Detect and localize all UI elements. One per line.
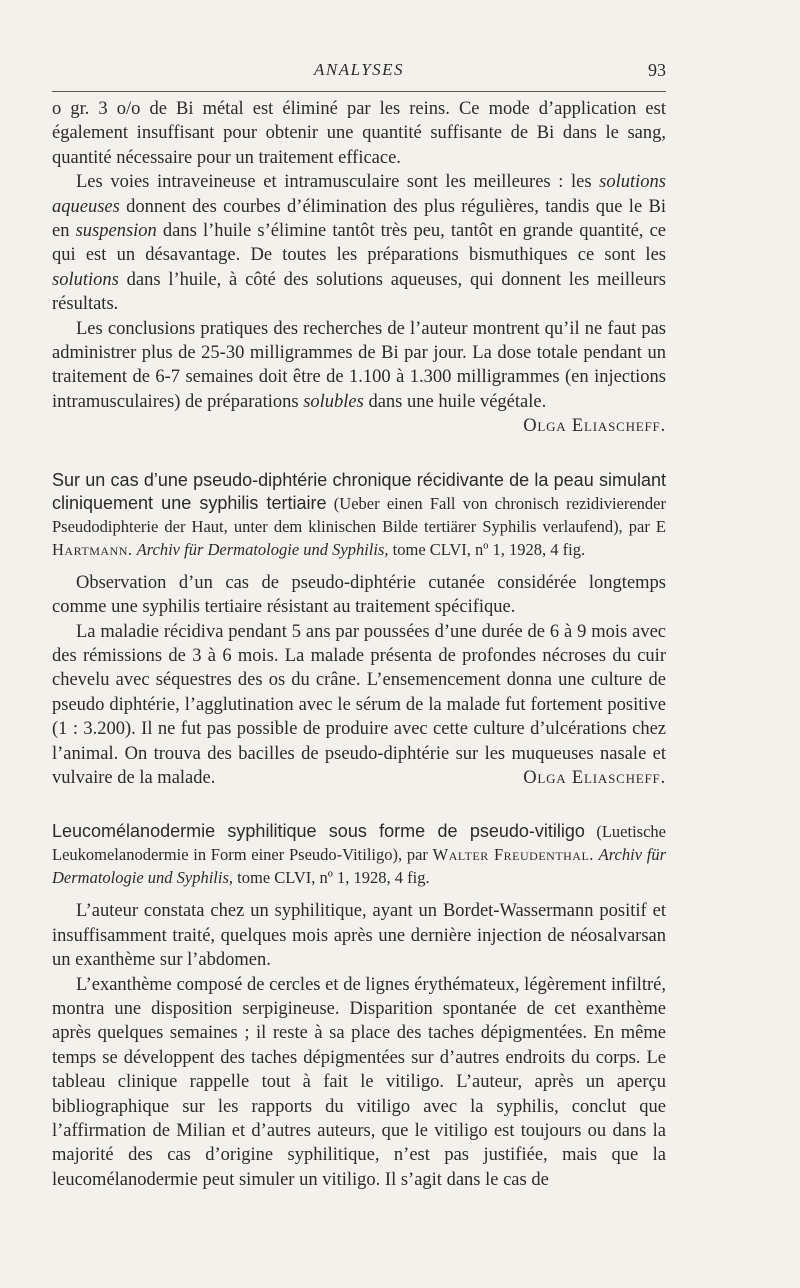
author-signature: Olga Eliascheff.: [523, 416, 666, 437]
section-gap: [52, 889, 666, 899]
section-gap: [52, 439, 666, 453]
paragraph: Les conclusions pratiques des recherches de l’auteur montrent qu’il ne faut pas administrer plus de 25-30 milligrammes de Bi par jour. La dose totale pendant un traitement de 6-7 semaines doit être de 1.100 à 1.300 milligrammes (en injections intramusculaires) de préparations solubles dans une huile végétale. Olga Eliascheff.: [52, 317, 666, 439]
article-heading: [52, 469, 666, 561]
paragraph: Observation d’un cas de pseudo-diphtérie cutanée considérée longtemps comme une syphilis tertiaire résistant au traitement spécifique.: [52, 572, 666, 618]
running-title: ANALYSES: [313, 60, 405, 79]
page-number: 93: [648, 60, 666, 80]
author-signature: Olga Eliascheff.: [523, 767, 666, 788]
article-title: Sur un cas d’une pseudo-diphtérie chronique récidivante de la peau simulant cliniquement une syphilis tertiaire: [52, 469, 666, 513]
header-rule: [52, 91, 666, 92]
paragraph: La maladie récidiva pendant 5 ans par poussées d’une durée de 6 à 9 mois avec des rémissions de 3 à 6 mois. La malade présenta de profondes nécroses du cuir chevelu avec séquestres des os du crâne. L’ensemencement donna une culture de pseudo diphtérie, l’agglutination avec le sérum de la malade fut fortement positive (1 : 3.200). Il ne fut pas possible de produire avec cette culture d’ulcérations chez l’animal. On trouva des bacilles de pseudo-diphtérie sur les muqueuses nasale et vulvaire de la malade. Olga Eliascheff.: [52, 620, 666, 791]
article-reference: (Luetische Leukomelanodermie in Form einer Pseudo-Vitiligo), par Walter Freudenthal. Archiv für Dermatologie und Syphilis, tome CLVI, nº 1, 1928, 4 fig.: [52, 822, 667, 888]
paragraph: o gr. 3 o/o de Bi métal est éliminé par les reins. Ce mode d’application est également insuffisant pour obtenir une quantité suffisante de Bi dans le sang, quantité nécessaire pour un traitement efficace.: [52, 99, 666, 168]
section-gap: [52, 790, 666, 804]
paragraph: L’exanthème composé de cercles et de lignes érythémateux, légèrement infiltré, montra une disposition serpigineuse. Disparition spontanée de cet exanthème après quelques semaines ; il reste à sa place des taches dépigmentées. En même temps se développent des taches dépigmentées sur d’autres endroits du corps. Le tableau clinique rappelle tout à fait le vitiligo. L’auteur, après un aperçu bibliographique sur les rapports du vitiligo avec la syphilis, conclut que l’affirmation de Milian et d’autres auteurs, que le vitiligo est toujours ou dans la majorité des cas d’origine syphilitique, n’est pas justifiée, mais que la leucomélanodermie peut simuler un vitiligo. Il s’agit dans le cas de: [52, 974, 666, 1190]
article-heading: [52, 820, 666, 889]
section-gap: [52, 561, 666, 571]
page-body: [52, 97, 666, 1192]
article-reference: (Ueber einen Fall von chronisch rezidivierender Pseudodiphterie der Haut, unter dem klinischen Bilde tertiärer Syphilis verlaufend), par E Hartmann. Archiv für Dermatologie und Syphilis, tome CLVI, nº 1, 1928, 4 fig.: [52, 493, 667, 559]
paragraph: L’auteur constata chez un syphilitique, ayant un Bordet-Wassermann positif et insuffisamment traité, quelques mois après une dernière injection de néosalvarsan un exanthème sur l’abdomen.: [52, 901, 666, 971]
paragraph: Les voies intraveineuse et intramusculaire sont les meilleures : les solutions aqueuses donnent des courbes d’élimination des plus régulières, tandis que le Bi en suspension dans l’huile s’élimine tantôt très peu, tantôt en grande quantité, ce qui est un désavantage. De toutes les préparations bismuthiques ce sont les solutions dans l’huile, à côté des solutions aqueuses, qui donnent les meilleurs résultats.: [52, 172, 666, 315]
page-header: [52, 58, 666, 86]
article-title: Leucomélanodermie syphilitique sous forme de pseudo-vitiligo: [52, 821, 585, 842]
